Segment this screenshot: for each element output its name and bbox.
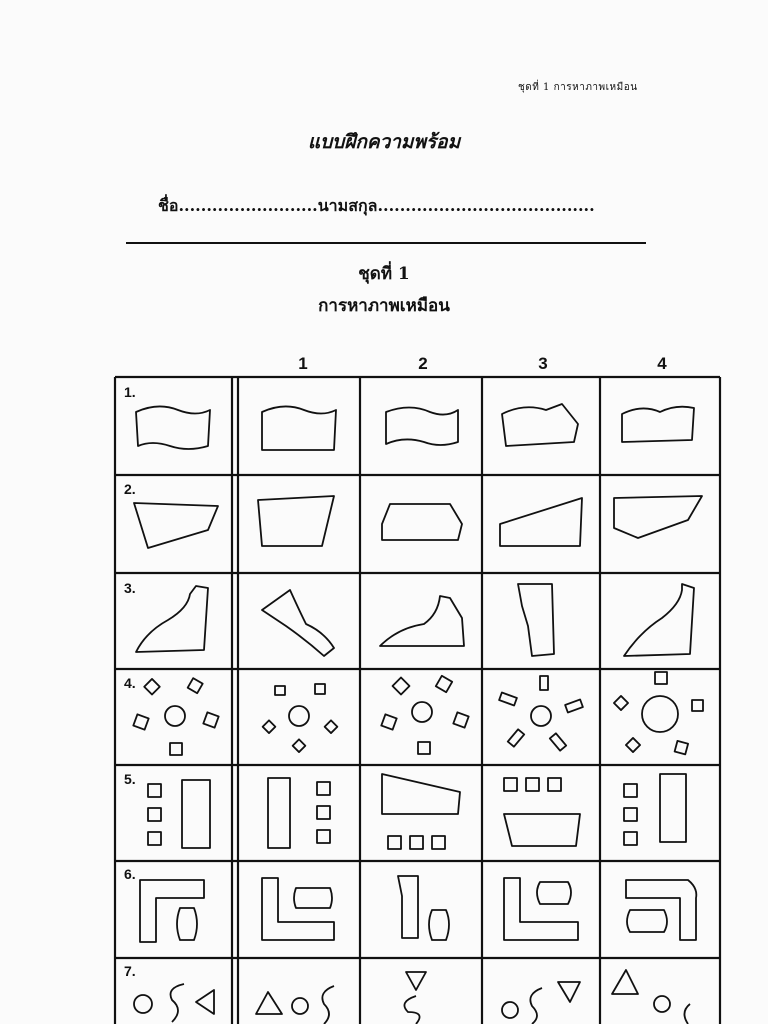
row-3-option-1-shape[interactable] [262, 590, 334, 656]
row-label-4: 4. [124, 675, 136, 691]
row-label-7: 7. [124, 963, 136, 979]
row-7-shapes [134, 970, 690, 1024]
column-number-3: 3 [538, 354, 548, 373]
row-2-option-2-shape[interactable] [382, 504, 462, 540]
name-surname-line: ชื่อ.........................นามสกุล....................................... [158, 196, 595, 215]
column-number-2: 2 [418, 354, 428, 373]
row-4-target-shape [133, 678, 218, 755]
row-label-2: 2. [124, 481, 136, 497]
row-label-6: 6. [124, 866, 136, 882]
row-3-option-2-shape[interactable] [380, 596, 464, 646]
row-1-option-2-shape[interactable] [386, 408, 458, 446]
row-4-option-2-shape[interactable] [381, 676, 468, 754]
row-3-target-shape [136, 586, 208, 652]
row-6-option-2-shape[interactable] [398, 876, 449, 940]
row-3-option-3-shape[interactable] [518, 584, 554, 656]
row-4-shapes [133, 672, 703, 755]
row-3-option-4-shape[interactable] [624, 584, 694, 656]
row-5-option-3-shape[interactable] [504, 778, 580, 846]
row-2-shapes [134, 496, 702, 548]
row-label-5: 5. [124, 771, 136, 787]
worksheet-subtitle: การหาภาพเหมือน [318, 296, 450, 316]
row-6-option-4-shape[interactable] [626, 880, 696, 940]
row-1-option-3-shape[interactable] [502, 404, 578, 446]
row-5-option-1-shape[interactable] [268, 778, 330, 848]
row-1-option-1-shape[interactable] [262, 406, 336, 450]
row-6-option-1-shape[interactable] [262, 878, 334, 940]
row-5-option-2-shape[interactable] [382, 774, 460, 849]
row-label-1: 1. [124, 384, 136, 400]
row-6-target-shape [140, 880, 204, 942]
row-1-option-4-shape[interactable] [622, 407, 694, 442]
row-7-target-shape [134, 984, 214, 1022]
row-5-target-shape [148, 780, 210, 848]
row-2-option-1-shape[interactable] [258, 496, 334, 546]
row-1-target-shape [136, 406, 210, 449]
row-7-option-4-shape[interactable] [612, 970, 690, 1024]
row-1-shapes [136, 404, 694, 450]
header-set-note: ชุดที่ 1 การหาภาพเหมือน [518, 82, 638, 93]
set-number: ชุดที่ 1 [358, 264, 410, 284]
row-2-option-3-shape[interactable] [500, 498, 582, 546]
row-5-shapes [148, 774, 686, 849]
row-7-option-2-shape[interactable] [404, 972, 426, 1024]
column-number-1: 1 [298, 354, 308, 373]
row-6-option-3-shape[interactable] [504, 878, 578, 940]
row-2-option-4-shape[interactable] [614, 496, 702, 538]
row-7-option-1-shape[interactable] [256, 986, 334, 1024]
row-4-option-1-shape[interactable] [263, 684, 338, 752]
row-2-target-shape [134, 503, 218, 548]
row-label-3: 3. [124, 580, 136, 596]
row-4-option-3-shape[interactable] [499, 676, 583, 751]
worksheet-title: แบบฝึกความพร้อม [307, 131, 461, 153]
row-5-option-4-shape[interactable] [624, 774, 686, 845]
row-4-option-4-shape[interactable] [614, 672, 703, 754]
column-number-4: 4 [657, 354, 667, 373]
row-6-shapes [140, 876, 696, 942]
row-7-option-3-shape[interactable] [502, 982, 580, 1024]
row-3-shapes [136, 584, 694, 656]
